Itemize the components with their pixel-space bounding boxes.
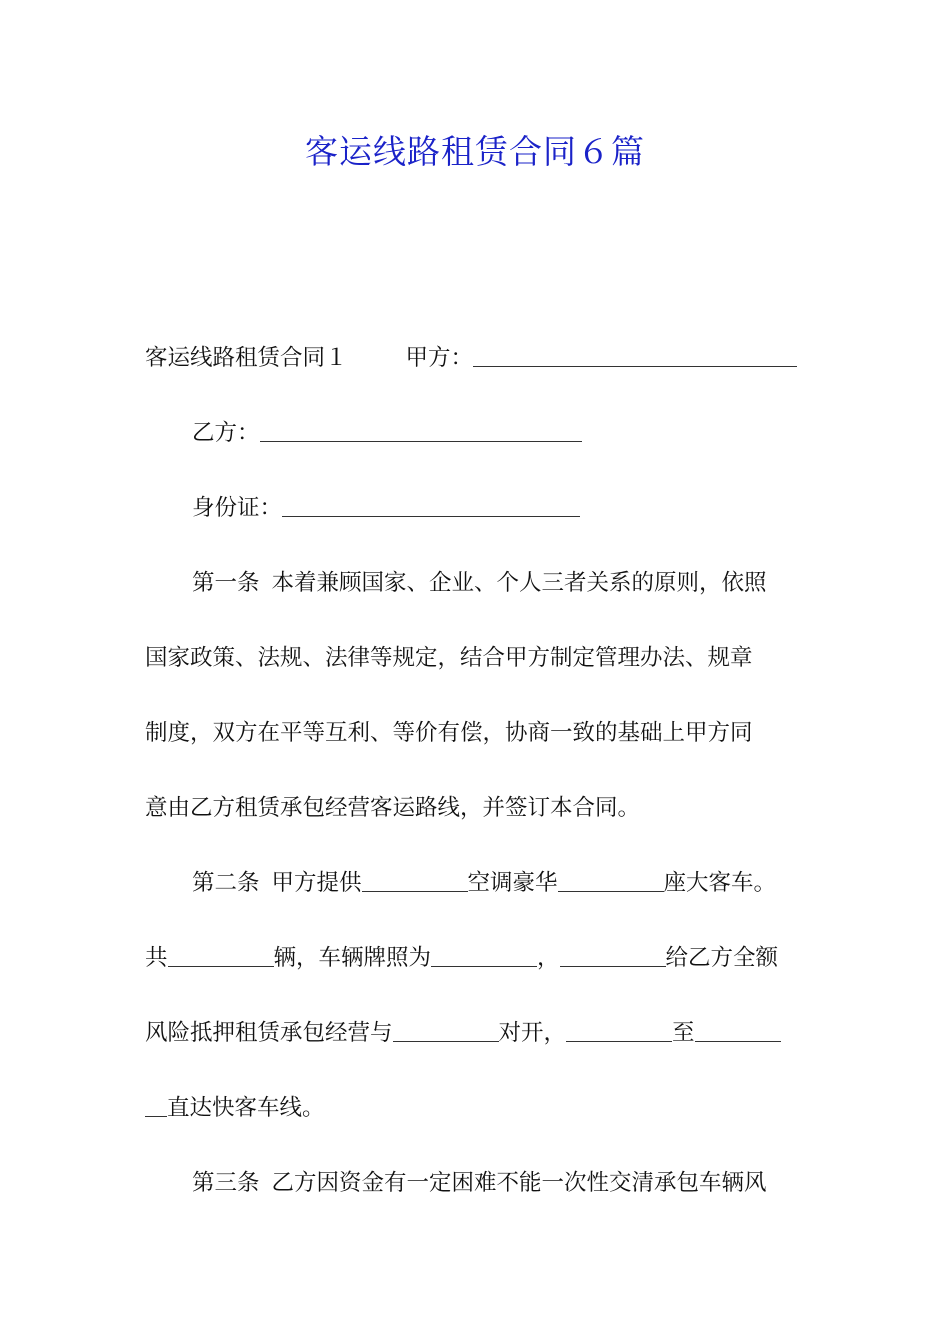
- blank-route-destination-cont: [145, 1094, 167, 1117]
- party-b-label: 乙方：: [192, 420, 260, 446]
- blank-route-counterpart: [393, 1019, 499, 1042]
- article1-line2: 国家政策、法规、法律等规定，结合甲方制定管理办法、规章: [145, 645, 753, 671]
- article2-line4: 直达快客车线。: [145, 1090, 810, 1128]
- article2-line3: 风险抵押租赁承包经营与 对开， 至: [145, 1015, 810, 1053]
- article2-number: 第二条: [192, 870, 260, 896]
- blank-route-origin: [566, 1019, 672, 1042]
- party-b-line: [145, 415, 810, 453]
- blank-seat-count: [558, 869, 664, 892]
- article3-number: 第三条: [192, 1170, 260, 1196]
- id-label: 身份证：: [192, 495, 283, 521]
- contract-body: [145, 340, 810, 1203]
- id-blank: [282, 494, 580, 517]
- party-a-blank: [473, 344, 797, 367]
- blank-vehicle-count: [168, 944, 274, 967]
- blank-provider: [560, 944, 666, 967]
- blank-plate-number: [431, 944, 537, 967]
- article2-line2: 共 辆，车辆牌照为 ， 给乙方全额: [145, 945, 779, 971]
- party-b-blank: [260, 419, 582, 442]
- article1-line3: 制度，双方在平等互利、等价有偿，协商一致的基础上甲方同: [145, 720, 753, 746]
- section-heading: 客运线路租赁合同１: [145, 345, 348, 371]
- article2-line1: 第二条 甲方提供 空调豪华 座大客车。: [192, 870, 777, 896]
- document-title: 客运线路租赁合同６篇: [305, 132, 645, 171]
- party-a-label: 甲方：: [405, 345, 474, 371]
- article3-line1: 第三条 乙方因资金有一定困难不能一次性交清承包车辆风: [192, 1170, 767, 1196]
- article1-line4: 意由乙方租赁承包经营客运路线，并签订本合同。: [145, 795, 641, 821]
- article1-number: 第一条: [192, 570, 260, 596]
- blank-route-destination: [695, 1019, 781, 1042]
- article1-line1: 第一条 本着兼顾国家、企业、个人三者关系的原则，依照: [192, 570, 767, 596]
- contract-heading-line: [145, 340, 810, 378]
- blank-vehicle-type: [362, 869, 468, 892]
- id-line: [145, 490, 810, 528]
